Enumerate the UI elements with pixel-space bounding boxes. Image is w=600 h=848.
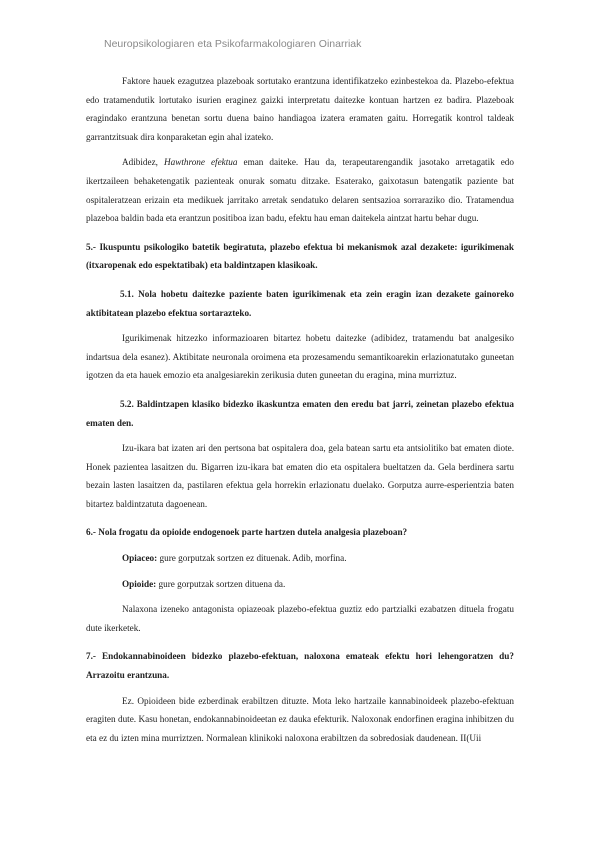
- opioide-term: Opioide:: [122, 578, 157, 589]
- opiaceo-term: Opiaceo:: [122, 553, 158, 564]
- paragraph-hawthorne-post: eman daiteke. Hau da, terapeutarengandik jasotako arretagatik edo ikertzaileen behaketengatik pazienteak onurak somatu ditzake. Esaterako, gaixotasun batengatik paziente bat ospitaleratzean erizain eta medikuek jarritako arretak sendatuko delaren sentsazioa sorraraziko dio. Tratamendua plazeboa baldin bada eta erantzun positiboa izan badu, efektu hau eman daitekela aintzat hartu behar dugu.: [86, 157, 514, 224]
- opiaceo-definition: gure gorputzak sortzen ez dituenak. Adib, morfina.: [157, 553, 347, 564]
- definition-opioide: [86, 575, 514, 594]
- paragraph-conditioning-example: Izu-ikara bat izaten ari den pertsona bat ospitalera doa, gela batean sartu eta antsiolitiko bat ematen diote. Honek pazientea lasaitzen du. Bigarren izu-ikara bat ematen dio eta ospitalera bueltatzen da. Gela berdinera sartu bezain lasten lasaitzen da, pastilaren efektua gela horrekin erlazionatu duelako. Gorputza aurre-esperientzia baten bitartez baldintzatuta dagoenean.: [86, 443, 514, 509]
- paragraph-endocannabinoid: Ez. Opioideen bide ezberdinak erabiltzen dituzte. Mota leko hartzaile kannabinoideek plazebo-efektuan eragiten dute. Kasu honetan, endokannabinoideetan ez dauka efekturik. Naloxonak endorfinen eragina inhibitzen du eta ez du izten mina murriztzen. Normalean klinikoki naloxona erabiltzen da sobredosiak daudenean. II(Uii: [86, 695, 514, 743]
- question-5-1-heading: 5.1. Nola hobetu daitezke paziente baten igurikimenak eta zein eragin izan dezakete gainoreko aktibitatean plazebo efektua sortarazteko.: [86, 288, 514, 318]
- question-5-heading: 5.- Ikuspuntu psikologiko batetik begiratuta, plazebo efektua bi mekanismok azal dezakete: igurikimenak (itxaropenak edo espektatibak) eta baldintzapen klasikoak.: [86, 241, 514, 271]
- definition-opiaceo: [86, 549, 514, 568]
- paragraph-expectations: Igurikimenak hitzezko informazioaren bitartez hobetu daitezke (adibidez, tratamendu bat analgesiko indartsua dela esanez). Aktibitate neuronala oroimena eta prozesamendu semantikoarekin erlazionatutako guneetan igotzen da eta hauek emozio eta analgesiarekin zerikusia duten guneetan du eragina, mina murriztuz.: [86, 333, 514, 381]
- paragraph-hawthorne: [86, 153, 514, 227]
- hawthorne-term: Hawthrone efektua: [163, 157, 238, 168]
- page-header: Neuropsikologiaren eta Psikofarmakologiaren Oinarriak: [104, 38, 362, 50]
- question-5-2-heading: 5.2. Baldintzapen klasiko bidezko ikaskuntza ematen den eredu bat jarri, zeinetan plazebo efektua ematen den.: [86, 398, 514, 428]
- question-6-heading: 6.- Nola frogatu da opioide endogenoek parte hartzen dutela analgesia plazeboan?: [86, 527, 408, 538]
- document-body: [86, 72, 514, 747]
- paragraph-hawthorne-pre: Adibidez,: [122, 157, 164, 168]
- paragraph-naloxone: Nalaxona izeneko antagonista opiazeoak plazebo-efektua guztiz edo partzialki ezabatzen dituela frogatu dute ikerketek.: [86, 604, 514, 633]
- paragraph-placebo-factors: Faktore hauek ezagutzea plazeboak sortutako erantzuna identifikatzeko ezinbestekoa da. Plazebo-efektua edo tratamendutik lortutako isurien eraginez gaizki interpretatu daitezke kontuan hartzen ez badira. Plazeboak eragindako erantzuna benetan sortu duena baino handiagoa izatera eramaten gaitu. Horregatik kontrol taldeak garrantzitsuak dira konparaketan egin ahal izateko.: [86, 76, 514, 142]
- question-7-heading: 7.- Endokannabinoideen bidezko plazebo-efektuan, naloxona emateak efektu hori lehengoratzen du? Arrazoitu erantzuna.: [86, 651, 514, 681]
- opioide-definition: gure gorputzak sortzen dituena da.: [156, 578, 286, 589]
